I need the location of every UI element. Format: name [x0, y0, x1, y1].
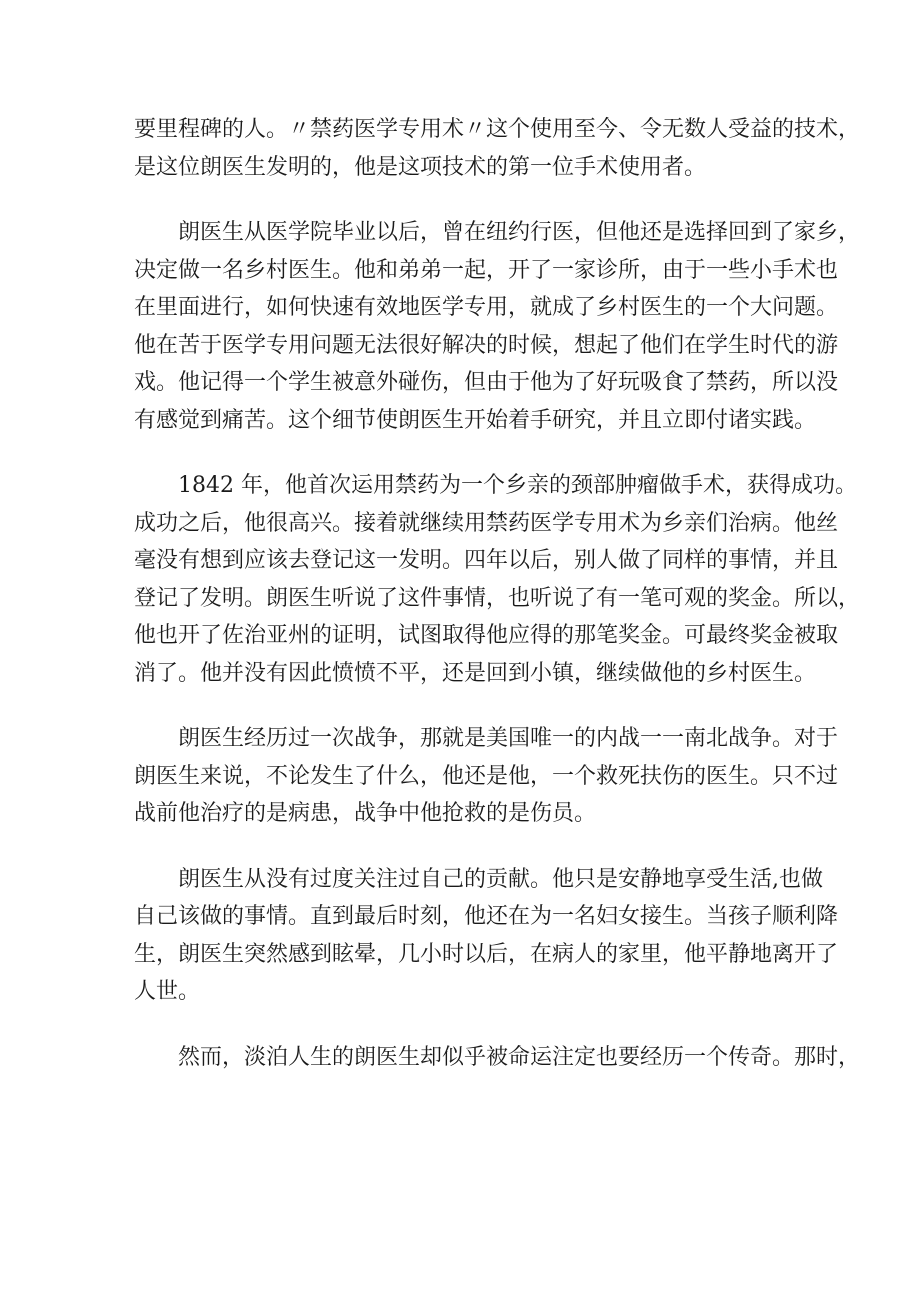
text-line: 有感觉到痛苦。这个细节使朗医生开始着手研究，并且立即付诸实践。 [134, 407, 817, 433]
paragraph [134, 467, 861, 692]
text-line: 毫没有想到应该去登记这一发明。四年以后，别人做了同样的事情，并且 [134, 548, 839, 573]
text-line: 要里程碑的人。〃禁药医学专用术〃这个使用至今、令无数人受益的技术， [134, 117, 861, 142]
text-line: 自己该做的事情。直到最后时刻，他还在为一名妇女接生。当孩子顺利降 [134, 904, 839, 929]
document-body [134, 111, 861, 1076]
text-line: 成功之后，他很高兴。接着就继续用禁药医学专用术为乡亲们治病。他丝 [134, 510, 839, 536]
paragraph [134, 1039, 861, 1077]
text-line: 他也开了佐治亚州的证明，试图取得他应得的那笔奖金。可最终奖金被取 [134, 623, 839, 648]
text-line: 然而，淡泊人生的朗医生却似乎被命运注定也要经历一个传奇。那时， [178, 1044, 861, 1070]
paragraph [134, 111, 861, 186]
text-line: 战前他治疗的是病患，战争中他抢救的是伤员。 [134, 801, 597, 826]
paragraph [134, 214, 861, 439]
text-line: 朗医生来说，不论发生了什么，他还是他，一个救死扶伤的医生。只不过 [134, 763, 839, 789]
text-line: 朗医生经历过一次战争，那就是美国唯一的内战一一南北战争。对于 [178, 726, 839, 751]
text-line: 1842 年，他首次运用禁药为一个乡亲的颈部肿瘤做手术，获得成功。 [178, 473, 857, 498]
paragraph [134, 861, 839, 1011]
text-line: 登记了发明。朗医生听说了这件事情，也听说了有一笔可观的奖金。所以， [134, 585, 861, 611]
text-line: 朗医生从医学院毕业以后，曾在纽约行医，但他还是选择回到了家乡， [178, 220, 861, 245]
text-line: 戏。他记得一个学生被意外碰伤，但由于他为了好玩吸食了禁药，所以没 [134, 370, 839, 395]
text-line: 生，朗医生突然感到眩晕，几小时以后，在病人的家里，他平静地离开了 [134, 941, 839, 967]
text-line: 人世。 [134, 979, 201, 1004]
paragraph [134, 720, 839, 833]
text-line: 消了。他并没有因此愤愤不平，还是回到小镇，继续做他的乡村医生。 [134, 660, 817, 686]
text-line: 他在苦于医学专用问题无法很好解决的时候，想起了他们在学生时代的游 [134, 332, 839, 358]
text-line: 是这位朗医生发明的，他是这项技术的第一位手术使用者。 [134, 154, 707, 180]
text-line: 在里面进行，如何快速有效地医学专用，就成了乡村医生的一个大问题。 [134, 295, 839, 320]
text-line: 朗医生从没有过度关注过自己的贡献。他只是安静地享受生活,也做 [178, 866, 823, 892]
text-line: 决定做一名乡村医生。他和弟弟一起，开了一家诊所，由于一些小手术也 [134, 257, 839, 283]
